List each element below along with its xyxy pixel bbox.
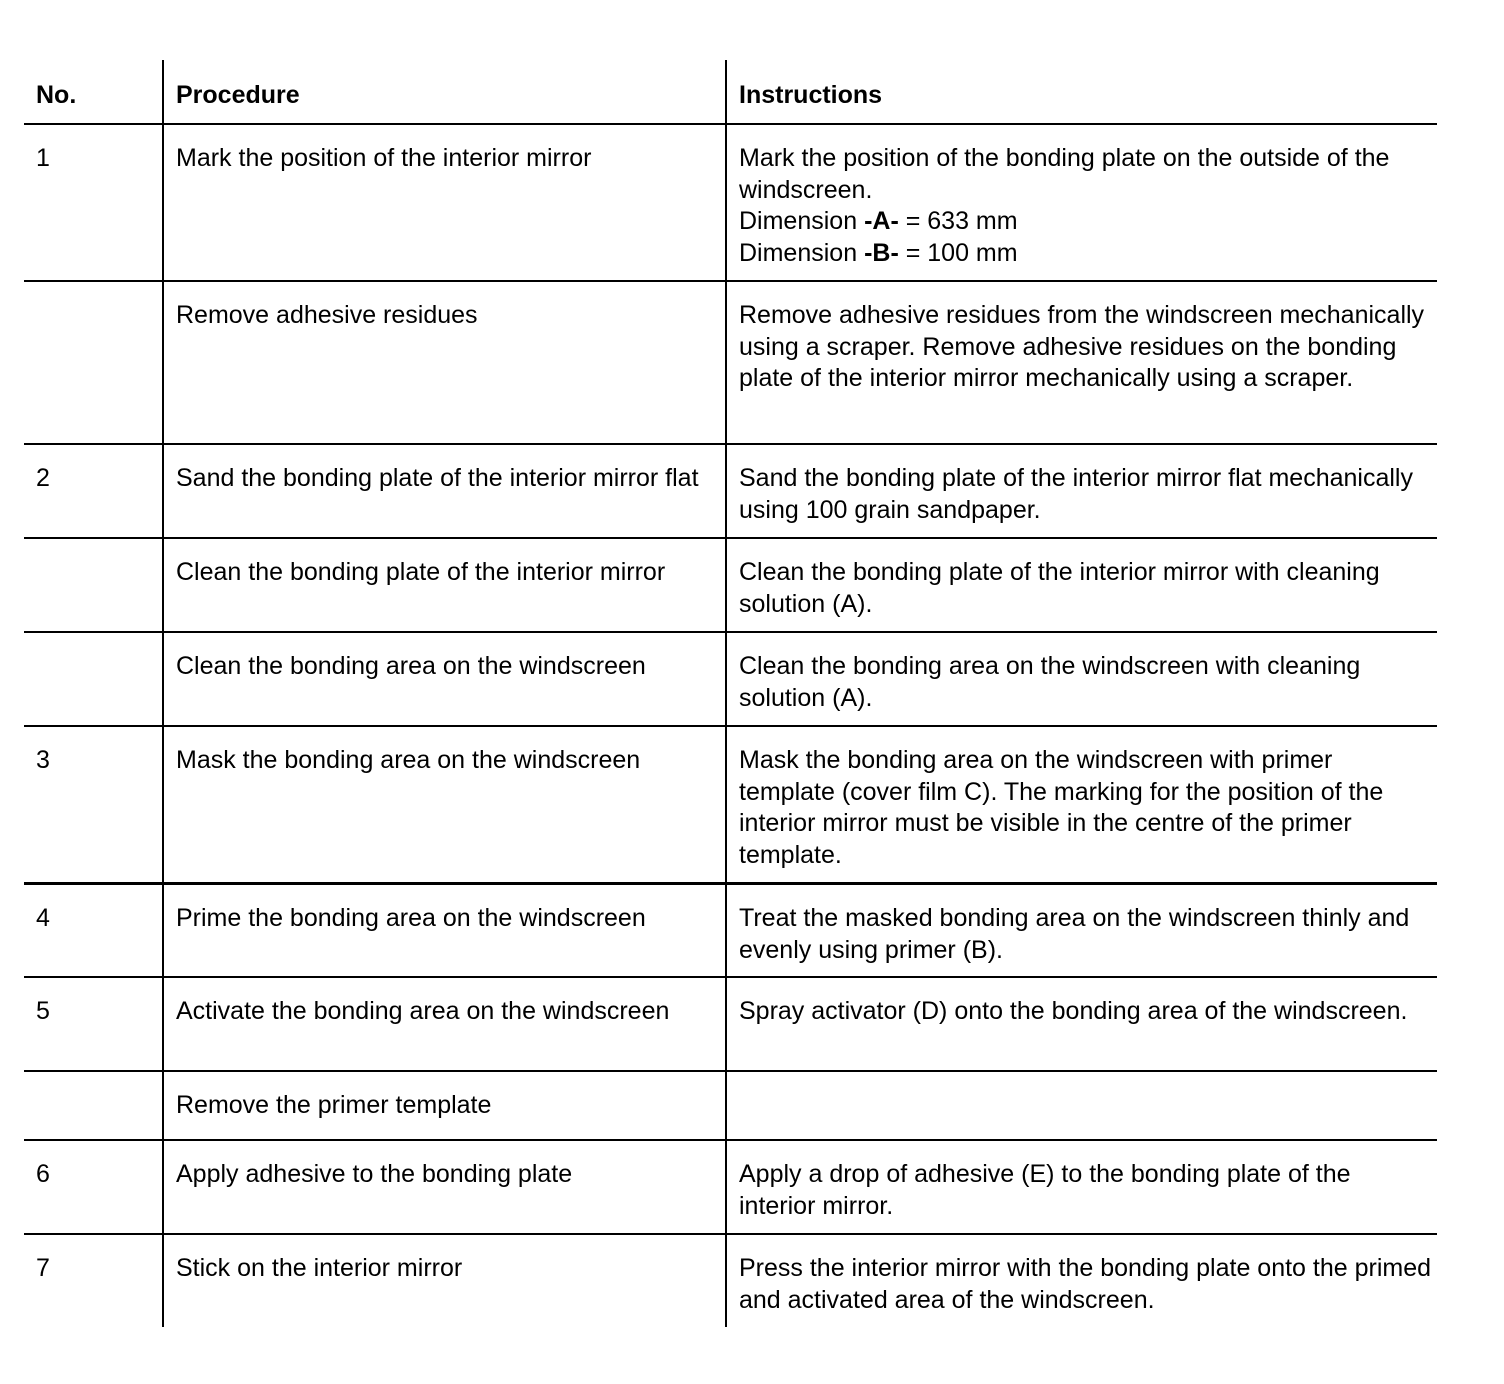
row-instructions [725, 1072, 1437, 1139]
row-number [24, 633, 162, 725]
table-row [24, 280, 1437, 443]
row-number: 1 [36, 144, 50, 172]
dimension-a [739, 206, 1433, 238]
row-instructions: Clean the bonding plate of the interior mirror with cleaning solution (A). [725, 539, 1437, 631]
row-instructions: Sand the bonding plate of the interior mirror flat mechanically using 100 grain sandpaper. [725, 445, 1437, 537]
row-procedure: Remove adhesive residues [162, 282, 725, 443]
table-header-row [24, 60, 1437, 123]
header-instructions: Instructions [725, 60, 1437, 123]
row-procedure: Stick on the interior mirror [162, 1235, 725, 1327]
row-procedure: Mask the bonding area on the windscreen [162, 727, 725, 882]
row-instructions: Remove adhesive residues from the windscreen mechanically using a scraper. Remove adhesive residues on the bonding plate of the interior mirror mechanically using a scraper. [725, 282, 1437, 443]
row-procedure: Apply adhesive to the bonding plate [162, 1141, 725, 1233]
table-row [24, 882, 1437, 976]
row-instructions: Mask the bonding area on the windscreen with primer template (cover film C). The marking for the position of the interior mirror must be visible in the centre of the primer template. [725, 727, 1437, 882]
row-number: 7 [36, 1254, 50, 1282]
row-number: 3 [36, 746, 50, 774]
row-number [24, 282, 162, 443]
dimension-b-prefix: Dimension [739, 238, 865, 267]
row-procedure: Sand the bonding plate of the interior mirror flat [162, 445, 725, 537]
table-row [24, 537, 1437, 631]
dimension-a-value: = 633 mm [898, 207, 1018, 235]
row-instructions: Press the interior mirror with the bonding plate onto the primed and activated area of the windscreen. [725, 1235, 1437, 1327]
dimension-a-prefix: Dimension [739, 207, 865, 235]
row-instructions: Spray activator (D) onto the bonding area of the windscreen. [725, 978, 1437, 1070]
row-procedure: Mark the position of the interior mirror [162, 125, 725, 280]
header-procedure: Procedure [162, 60, 725, 123]
row-number: 6 [36, 1160, 50, 1188]
dimension-b-label: -B- [864, 238, 899, 267]
row-number: 5 [36, 997, 50, 1025]
dimension-b-value: = 100 mm [898, 238, 1018, 267]
row-number: 2 [36, 464, 50, 492]
dimension-b [739, 238, 1433, 270]
procedure-table [24, 60, 1437, 1327]
row-procedure: Prime the bonding area on the windscreen [162, 885, 725, 976]
row-instructions: Apply a drop of adhesive (E) to the bonding plate of the interior mirror. [725, 1141, 1437, 1233]
row-number: 4 [36, 904, 50, 932]
row-instructions: Clean the bonding area on the windscreen with cleaning solution (A). [725, 633, 1437, 725]
table-row [24, 631, 1437, 725]
row-number [24, 539, 162, 631]
row-number [24, 1072, 162, 1139]
row-instructions: Treat the masked bonding area on the windscreen thinly and evenly using primer (B). [725, 885, 1437, 976]
table-row [24, 1233, 1437, 1327]
row-instructions [725, 125, 1437, 280]
table-row [24, 1139, 1437, 1233]
table-row [24, 123, 1437, 280]
row-procedure: Clean the bonding area on the windscreen [162, 633, 725, 725]
table-row [24, 1070, 1437, 1139]
table-row [24, 443, 1437, 537]
dimension-a-label: -A- [864, 207, 899, 235]
row-procedure: Clean the bonding plate of the interior mirror [162, 539, 725, 631]
row-procedure: Activate the bonding area on the windscreen [162, 978, 725, 1070]
table-row [24, 725, 1437, 882]
table-row [24, 976, 1437, 1070]
instructions-text: Mark the position of the bonding plate on the outside of the windscreen. [739, 144, 1390, 204]
row-procedure: Remove the primer template [162, 1072, 725, 1139]
header-no: No. [36, 81, 77, 109]
